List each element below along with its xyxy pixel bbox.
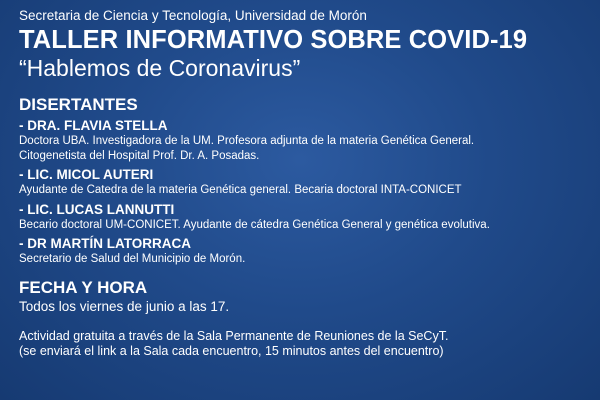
speaker-name: - LIC. MICOL AUTERI (19, 167, 154, 182)
speaker-description: Doctora UBA. Investigadora de la UM. Profesora adjunta de la materia Genética General. (19, 135, 475, 147)
speaker-name: - DRA. FLAVIA STELLA (19, 118, 168, 133)
activity-note-line: Actividad gratuita a través de la Sala Permanente de Reuniones de la SeCyT. (19, 328, 449, 343)
schedule-heading: FECHA Y HORA (19, 277, 148, 297)
event-title: TALLER INFORMATIVO SOBRE COVID-19 (19, 26, 528, 54)
organization-name: Secretaria de Ciencia y Tecnología, Universidad de Morón (19, 8, 367, 23)
speaker-description: Secretario de Salud del Municipio de Morón. (19, 253, 246, 265)
schedule-text: Todos los viernes de junio a las 17. (19, 298, 230, 314)
event-subtitle: “Hablemos de Coronavirus” (19, 55, 301, 81)
speakers-heading: DISERTANTES (19, 95, 138, 114)
speaker-entry (19, 167, 590, 198)
event-poster (19, 8, 590, 359)
activity-note-line: (se enviará el link a la Sala cada encuentro, 15 minutos antes del encuentro) (19, 343, 444, 358)
speaker-entry (19, 202, 590, 233)
speaker-description: Becario doctoral UM-CONICET. Ayudante de cátedra Genética General y genética evolutiva. (19, 218, 490, 231)
speaker-entry (19, 236, 590, 267)
speaker-description: Ayudante de Catedra de la materia Genética general. Becaria doctoral INTA-CONICET (19, 184, 462, 196)
activity-note (19, 329, 590, 359)
speaker-description: Citogenetista del Hospital Prof. Dr. A. Posadas. (19, 149, 260, 162)
speaker-name: - LIC. LUCAS LANNUTTI (19, 201, 175, 217)
speaker-name: - DR MARTÍN LATORRACA (19, 236, 191, 251)
speaker-entry (19, 118, 590, 163)
